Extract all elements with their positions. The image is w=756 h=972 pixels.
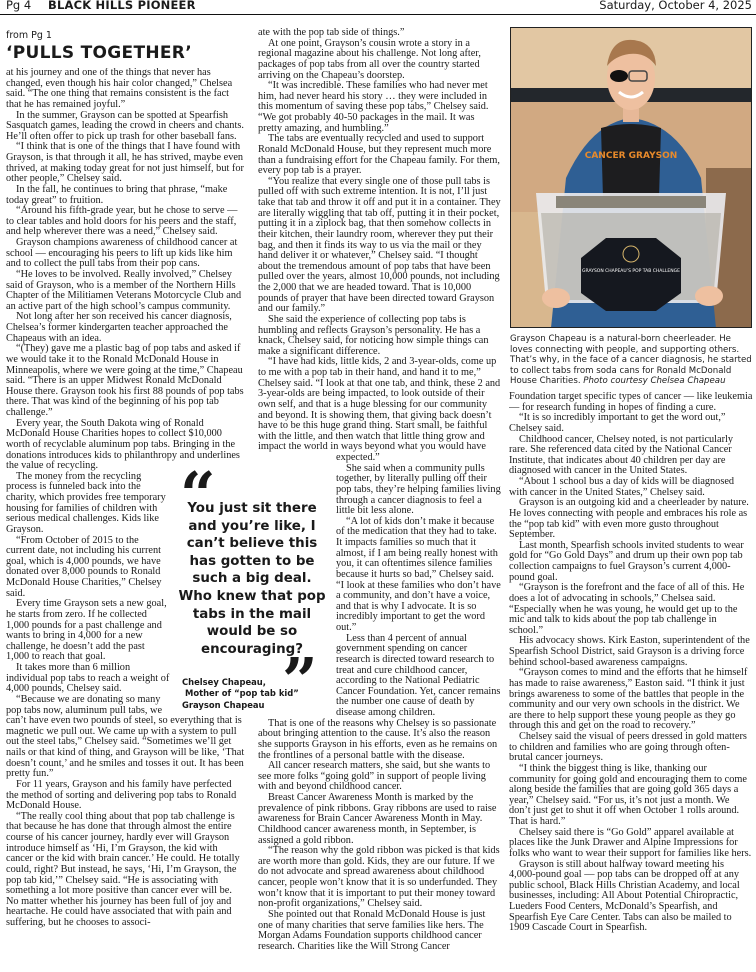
article-paragraph: Childhood cancer, Chelsey noted, is not particularly rare. She referenced data cited by the National Cancer Institute, that indicates about 40 children per day are diagnosed with cancer in the United States.	[509, 433, 734, 477]
article-paragraph: Breast Cancer Awareness Month is marked by the prevalence of pink ribbons. Gray ribbons are used to raise awareness for Brain Cancer Awareness Month in May. Childhood cancer awareness month, in September, is assigned a gold ribbon.	[258, 792, 497, 846]
sign-lettering: GRAYSON CHAPEAU’S POP TAB CHALLENGE	[582, 269, 680, 274]
article-photo[interactable]	[510, 27, 752, 328]
jump-label: from Pg 1	[6, 30, 52, 41]
article-paragraph: She said when a community pulls together, by literally pulling off their pop tabs, they’re helping families living through a cancer diagnosis to feel a little bit less alone.	[336, 462, 501, 517]
article-paragraph: At one point, Grayson’s cousin wrote a story in a regional magazine about his challenge. Not long after, packages of pop tabs from all over the country started arriving on the Chapeau’s doorstep.	[258, 37, 481, 81]
article-paragraph: “I have had kids, little kids, 2 and 3-year-olds, come up to me with a pop tab in their hand, and hand it to me,” Chelsey said. “I look at that one tab, and think, these 2 and 3-year-olds are being impacted, to look outside of their own self, and that is a huge blessing for our community and beyond. It is showing them, that giving back doesn’t have to be this huge grand thing. Start small, be faithful with the little, and then watch that little thing grow and impact the world in ways beyond what you would have expected.”	[258, 356, 501, 463]
photo-caption	[510, 334, 754, 387]
caption-text: Grayson Chapeau is a natural-born cheerleader. He loves connecting with people, and supporting others. That’s why, in the face of a cancer diagnosis, he started to collect tabs from soda cans for Ronald McDonald House Charities.	[510, 334, 752, 387]
publication-name: BLACK HILLS PIONEER	[48, 0, 196, 12]
article-paragraph: She pointed out that Ronald McDonald House is just one of many charities that serve families like hers. The Morgan Adams Foundation supports childhood cancer research. Charities like the Will Strong Cancer	[258, 908, 486, 952]
photo-credit: Photo courtesy Chelsea Chapeau	[583, 376, 726, 387]
article-paragraph: Grayson is still about halfway toward meeting his 4,000-pound goal — pop tabs can be dropped off at any public school, Black Hills Christian Academy, and local businesses, including: All About Potential Chiropractic, Lueders Food Centers, McDonald’s Spearfish, and Spearfish Eye Care Center. Tabs can also be mailed to 1909 Cascade Court in Spearfish.	[509, 858, 740, 934]
open-quote-mark-icon: “	[180, 458, 216, 531]
article-paragraph: “Because we are donating so many pop tabs now, aluminum pull tabs, we can’t have even two pounds of steel, so everything that is magnetic we pull out. We came up with a system to pull out the steel tabs,” Chelsey said. “Sometimes we’ll get nails or that kind of thing, and Grayson will be like, ‘That doesn’t count,’ and he smiles and tosses it out. It has been pretty fun.”	[6, 693, 245, 780]
article-paragraph: at his journey and one of the things that never has changed, even though his hair color changed,” Chelsea said. “The one thing that remains consistent is the fact that he has remained joyful.”	[6, 68, 233, 110]
article-paragraph: Chelsey said the visual of peers dressed in gold matters to children and families who are going through often-brutal cancer journeys.	[509, 731, 747, 764]
article-paragraph: Foundation target specific types of cancer — like leukemia — for research funding in hopes of finding a cure.	[509, 392, 753, 413]
article-paragraph: “The really cool thing about that pop tab challenge is that because he has done that through almost the entire course of his cancer journey, hardly ever will Grayson introduce himself as ‘Hi, I’m Grayson, the kid with cancer or the kid with brain cancer.’ He could. He totally could, right? But instead, he says, ‘Hi, I’m Grayson, the pop tab kid,’” Chelsey said. “He is associating with something a lot more positive than cancer ever will be. No matter whether his journey has been full of joy and heartache. He could have associated that with pain and suffering, but he chooses to associ-	[6, 810, 240, 928]
article-paragraph: ate with the pop tab side of things.”	[258, 28, 405, 38]
article-paragraph: “Grayson comes to mind and the efforts that he himself has made to raise awareness,” Easton said. “I think it just brings awareness to some of the battles that people in the community and our very own schools in the district. We are there to help support these young people as they go through this and get on the road to recovery.”	[509, 667, 748, 732]
article-paragraph: “The reason why the gold ribbon was picked is that kids are worth more than gold. Kids, they are our future. If we do not advocate and spread awareness about childhood cancer, people won’t know that it is so underfunded. They won’t know that it is important to put their money toward non-profit organizations,” Chelsey said.	[258, 845, 500, 910]
pull-quote-text: You just sit there and you’re like, I can’t believe this has gotten to be such a big deal. Who knew that pop tabs in the mail would be so encouraging?	[178, 501, 326, 657]
article-paragraph: Every time Grayson sets a new goal, he starts from zero. If he collected 1,000 pounds for a past challenge and wants to bring in 4,000 for a new challenge, he doesn’t add the past 1,000 to reach that goal.	[6, 598, 167, 663]
page-number: Pg 4	[6, 0, 32, 12]
article-paragraph: That is one of the reasons why Chelsey is so passionate about bringing attention to the cause. It’s also the reason she supports Grayson in his efforts, even as he remains on the frontlines of a personal battle with the disease.	[258, 717, 498, 761]
article-paragraph: “I think that is one of the things that I have found with Grayson, is that through it all, he has strived, maybe even thrived, at making today great for not just himself, but for other people,” Chelsey said.	[6, 141, 244, 185]
shirt-lettering: CANCER GRAYSON	[584, 151, 678, 161]
headline: ‘PULLS TOGETHER’	[6, 43, 192, 63]
article-paragraph: In the summer, Grayson can be spotted at Spearfish Sasquatch games, leading the crowd in cheers and chants. He’ll often offer to pick up trash for other baseball fans.	[6, 109, 244, 142]
article-paragraph: The money from the recycling process is funneled back into the charity, which provides free temporary housing for families of children with serious medical challenges. Kids like Grayson.	[6, 470, 166, 535]
article-paragraph: “A lot of kids don’t make it because of the medication that they had to take. It impacts families so much that it almost, if I am being really honest with you, it can oftentimes silence families because it hurts so bad,” Chelsey said. “I look at these families who don’t have a community, and don’t have a voice, and that is why I advocate. It is so incredibly important to get the word out.”	[336, 515, 501, 633]
article-column-3	[509, 392, 753, 968]
attribution-subject: Grayson Chapeau	[182, 699, 265, 710]
article-paragraph: “(They) gave me a plastic bag of pop tabs and asked if we would take it to the Ronald McDonald House in Minneapolis, where we were going at the time,” Chapeau said. “There is an upper Midwest Ronald McDonald House there. Grayson took his first 88 pounds of pop tabs there. That was kind of the beginning of his pop tab challenge.”	[6, 343, 244, 418]
article-paragraph: All cancer research matters, she said, but she wants to see more folks “going gold” in support of people living with and beyond childhood cancer.	[258, 760, 491, 793]
article-paragraph: Grayson champions awareness of childhood cancer at school — encouraging his peers to lift up kids like him and to collect the pull tabs from their pop cans.	[6, 237, 238, 270]
article-paragraph: “You realize that every single one of those pull tabs is pulled off with such extreme intention. It is not, I’ll just take that tab and throw it off and put it in a container. They are literally wiggling that tab off, putting it in their pocket, putting it in a ziplock bag, that then somehow collects in their kitchen, their laundry room, wherever they put their bag, and then it finds its way to us via the mail or they hand deliver it or whatever,” Chelsey said. “I thought about the tremendous amount of pop tabs that have been pulled over the years, almost 10,000 pounds, not including the 2,000 that we are headed toward. That is 10,000 pounds of prayer that have been directed toward Grayson and our family.”	[258, 175, 501, 315]
article-paragraph: It takes more than 6 million individual pop tabs to reach a weight of 4,000 pounds, Chelsey said.	[6, 662, 170, 695]
article-paragraph: For 11 years, Grayson and his family have perfected the method of sorting and delivering pop tabs to Ronald McDonald House.	[6, 778, 237, 812]
article-paragraph: Last month, Spearfish schools invited students to wear gold for “Go Gold Days” and drum up their own pop tab collection campaigns to fuel Grayson’s current 4,000-pound goal.	[509, 539, 744, 583]
article-paragraph: “It was incredible. These families who had never met him, had never heard his story … they were included in this momentum of saving these pop tabs,” Chelsey said. “We got probably 40-50 packages in the mail. It was pretty amazing, and humbling.”	[258, 80, 489, 134]
article-paragraph: Every year, the South Dakota wing of Ronald McDonald House Charities hopes to collect $10,000 worth of recyclable aluminum pop tabs. Bringing in the donations introduces kids to philanthropy and underlines the value of recycling.	[6, 417, 240, 472]
article-paragraph: “From October of 2015 to the current date, not including his current goal, which is 4,000 pounds, we have donated over 8,000 pounds to Ronald McDonald House Charities,” Chelsey said.	[6, 534, 162, 599]
pull-quote-attribution	[182, 677, 299, 711]
article-paragraph: Grayson is an outgoing kid and a cheerleader by nature. He loves connecting with people and embraces his role as the “pop tab kid” with even more gusto throughout September.	[509, 497, 749, 541]
article-paragraph: “Grayson is the forefront and the face of all of this. He does a lot of advocating in schools,” Chelsea said. “Especially when he was young, he would get up to the mic and talk to kids about the pop tab challenge in school.”	[509, 582, 745, 636]
article-paragraph: Chelsey said there is “Go Gold” apparel available at places like the Junk Drawer and Alpine Impressions for folks who want to wear their support for families like hers.	[509, 826, 752, 859]
article-paragraph: “About 1 school bus a day of kids will be diagnosed with cancer in the United States,” Chelsey said.	[509, 476, 735, 498]
article-paragraph: Not long after her son received his cancer diagnosis, Chelsea’s former kindergarten teacher approached the Chapeaus with an idea.	[6, 311, 232, 344]
article-paragraph: The tabs are eventually recycled and used to support Ronald McDonald House, but they represent much more than a fundraising effort for the Chapeau family. For them, every pop tab is a prayer.	[258, 133, 500, 177]
issue-date: Saturday, October 4, 2025	[599, 0, 752, 12]
attribution-role: Mother of “pop tab kid”	[185, 688, 299, 699]
article-paragraph: “It is so incredibly important to get the word out,” Chelsey said.	[509, 412, 726, 434]
header-rule	[0, 14, 756, 15]
article-paragraph: Less than 4 percent of annual government spending on cancer research is directed toward research to treat and cure childhood cancer, according to the National Pediatric Cancer Foundation. Yet, cancer remains the number one cause of death by disease among children.	[336, 632, 501, 718]
close-quote-mark-icon: ”	[282, 644, 318, 717]
article-paragraph: “I think the biggest thing is like, thanking our community for going gold and encouraging them to come along beside the families that are going gold 365 days a year,” Chelsey said. “For us, it’s not just a month. We don’t just get to shut it off when October 1 rolls around. That is hard.”	[509, 762, 747, 827]
article-paragraph: In the fall, he continues to bring that phrase, “make today great” to fruition.	[6, 183, 228, 206]
page-header	[6, 0, 752, 12]
article-paragraph: She said the experience of collecting pop tabs is humbling and reflects Grayson’s personality. He has a knack, Chelsey said, for noticing how simple things can make a significant difference.	[258, 313, 489, 357]
pull-quote	[178, 458, 326, 718]
article-paragraph: “Around his fifth-grade year, but he chose to serve — to clear tables and hold doors for his peers and the staff, and help wherever there was a need,” Chelsey said.	[6, 205, 238, 238]
article-paragraph: “He loves to be involved. Really involved,” Chelsey said of Grayson, who is a member of the Northern Hills Chapter of the Militiamen Veterans Motorcycle Club and an active part of the high school’s campus community.	[6, 268, 242, 312]
attribution-name: Chelsey Chapeau,	[182, 677, 266, 687]
photo-grayson-with-pop-tabs	[511, 28, 752, 328]
article-paragraph: His advocacy shows. Kirk Easton, superintendent of the Spearfish School District, said Grayson is a driving force behind school-based awareness campaigns.	[509, 635, 750, 668]
